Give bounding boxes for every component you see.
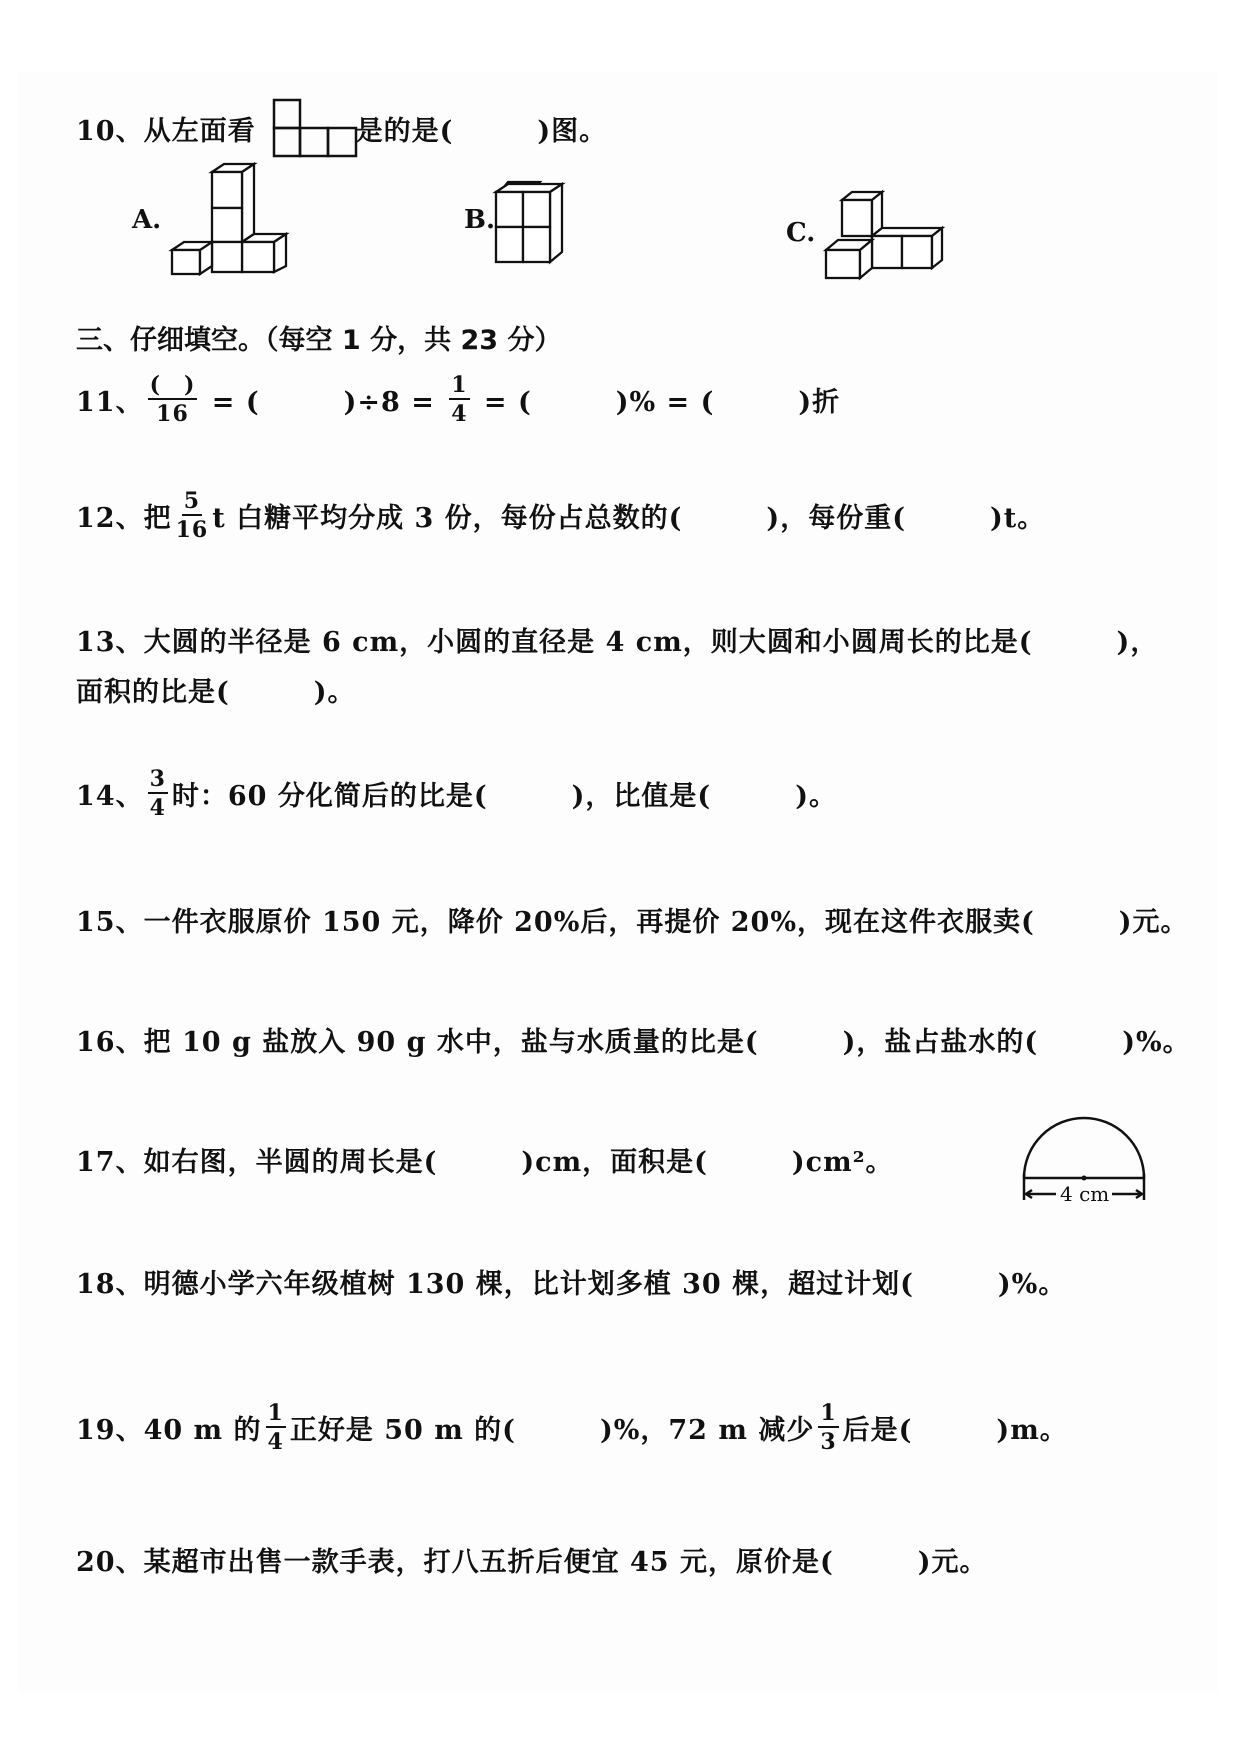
question-text: 后是( )m。: [842, 1415, 1068, 1446]
question-12: [76, 490, 1045, 541]
semicircle-diameter-label: 4 cm: [1060, 1182, 1110, 1206]
question-text: 正好是 50 m 的( )%，72 m 减少: [289, 1415, 815, 1446]
fraction: $\frac{( )}{16}$: [149, 372, 196, 427]
question-number: 15、: [76, 907, 144, 938]
question-number: 16、: [76, 1027, 144, 1058]
question-text: t 白糖平均分成 3 份，每份占总数的( )，每份重( )t。: [212, 503, 1046, 534]
question-number: 14、: [76, 781, 144, 812]
question-13-line-2: [76, 670, 356, 709]
question-text: 面积的比是( )。: [76, 677, 356, 708]
question-text: = ( )% = ( )折: [473, 387, 841, 418]
question-text: 如右图，半圆的周长是( )cm，面积是( )cm²。: [143, 1147, 894, 1178]
question-13-line-1: [76, 620, 1158, 659]
question-20: [76, 1540, 988, 1579]
question-15: [76, 900, 1189, 939]
question-text: 时：60 分化简后的比是( )，比值是( )。: [171, 781, 837, 812]
question-text: 从左面看: [143, 115, 256, 147]
option-b-cubes-icon: [492, 180, 572, 266]
fraction: $\frac{5}{16}$: [175, 488, 209, 543]
fraction: $\frac{1}{4}$: [451, 372, 468, 427]
question-text: 大圆的半径是 6 cm，小圆的直径是 4 cm，则大圆和小圆周长的比是( )，: [143, 627, 1159, 658]
question-number: 17、: [76, 1147, 144, 1178]
question-text: 明德小学六年级植树 130 棵，比计划多植 30 棵，超过计划( )%。: [143, 1269, 1067, 1300]
question-number: 12、: [76, 503, 144, 534]
section-heading: 三、仔细填空。（每空 1 分，共 23 分）: [76, 325, 562, 356]
question-text: = ( )÷8 =: [201, 387, 446, 418]
question-number: 19、: [76, 1415, 144, 1446]
question-number: 20、: [76, 1547, 144, 1578]
option-a-cubes-icon: [168, 162, 288, 274]
question-11: [76, 374, 840, 425]
option-c-cubes-icon: [822, 190, 942, 280]
question-text: 40 m 的: [143, 1415, 262, 1446]
option-c-label: C.: [786, 218, 816, 248]
question-text: 把 10 g 盐放入 90 g 水中，盐与水质量的比是( )，盐占盐水的( )%。: [143, 1027, 1191, 1058]
question-text: 把: [143, 503, 172, 534]
question-text: 一件衣服原价 150 元，降价 20%后，再提价 20%，现在这件衣服卖( )元。: [143, 907, 1189, 938]
question-18: [76, 1262, 1066, 1301]
question-text: 是的是( )图。: [355, 115, 608, 147]
question-17: [76, 1140, 894, 1179]
option-b-label: B.: [464, 205, 496, 235]
fraction: $\frac{1}{4}$: [267, 1400, 284, 1455]
question-number: 13、: [76, 627, 144, 658]
question-text: 某超市出售一款手表，打八五折后便宜 45 元，原价是( )元。: [143, 1547, 988, 1578]
question-16: [76, 1020, 1191, 1059]
fraction: $\frac{3}{4}$: [149, 766, 166, 821]
option-a-label: A.: [132, 205, 162, 235]
left-view-shape-icon: [272, 98, 362, 160]
question-19: [76, 1402, 1068, 1453]
question-number: 18、: [76, 1269, 144, 1300]
question-number: 10、: [76, 115, 144, 147]
question-14: [76, 768, 837, 819]
question-number: 11、: [76, 387, 144, 418]
fraction: $\frac{1}{3}$: [820, 1400, 837, 1455]
